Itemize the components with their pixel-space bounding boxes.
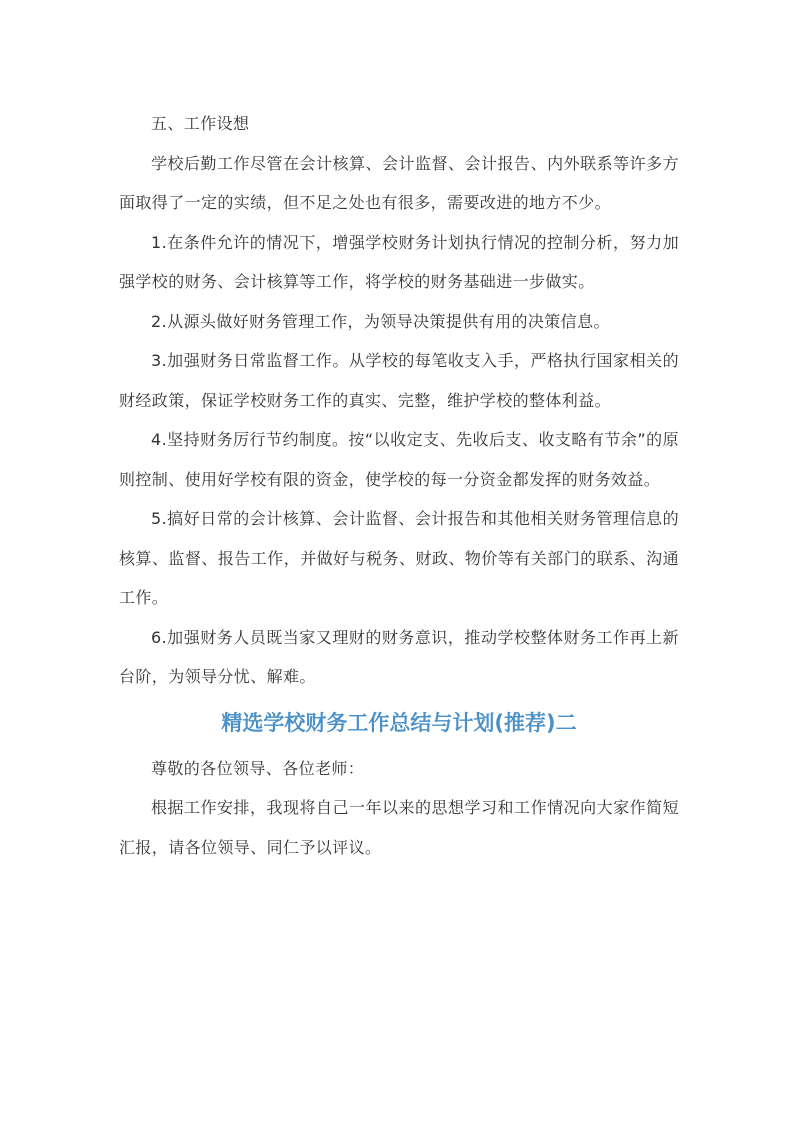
paragraph-item-3: 3.加强财务日常监督工作。从学校的每笔收支入手，严格执行国家相关的财经政策，保证学校财务工作的真实、完整，维护学校的整体利益。 (119, 351, 679, 410)
paragraph-item-2: 2.从源头做好财务管理工作，为领导决策提供有用的决策信息。 (151, 311, 610, 331)
paragraph-item-4: 4.坚持财务厉行节约制度。按“以收定支、先收后支、收支略有节余”的原则控制、使用好学校有限的资金，使学校的每一分资金都发挥的财务效益。 (119, 430, 679, 489)
document-body (119, 104, 679, 867)
salutation: 尊敬的各位领导、各位老师： (151, 758, 365, 778)
paragraph-intro: 学校后勤工作尽管在会计核算、会计监督、会计报告、内外联系等许多方面取得了一定的实绩，但不足之处也有很多，需要改进的地方不少。 (119, 153, 679, 212)
paragraph-item-6: 6.加强财务人员既当家又理财的财务意识，推动学校整体财务工作再上新台阶，为领导分忧、解难。 (119, 627, 679, 686)
document-heading: 精选学校财务工作总结与计划(推荐)二 (221, 710, 577, 735)
paragraph-item-1: 1.在条件允许的情况下，增强学校财务计划执行情况的控制分析，努力加强学校的财务、会计核算等工作，将学校的财务基础进一步做实。 (119, 232, 679, 291)
section-title: 五、工作设想 (151, 114, 250, 133)
paragraph-item-5: 5.搞好日常的会计核算、会计监督、会计报告和其他相关财务管理信息的核算、监督、报告工作，并做好与税务、财政、物价等有关部门的联系、沟通工作。 (119, 509, 679, 607)
paragraph-report-intro: 根据工作安排，我现将自己一年以来的思想学习和工作情况向大家作简短汇报，请各位领导、同仁予以评议。 (119, 798, 679, 857)
